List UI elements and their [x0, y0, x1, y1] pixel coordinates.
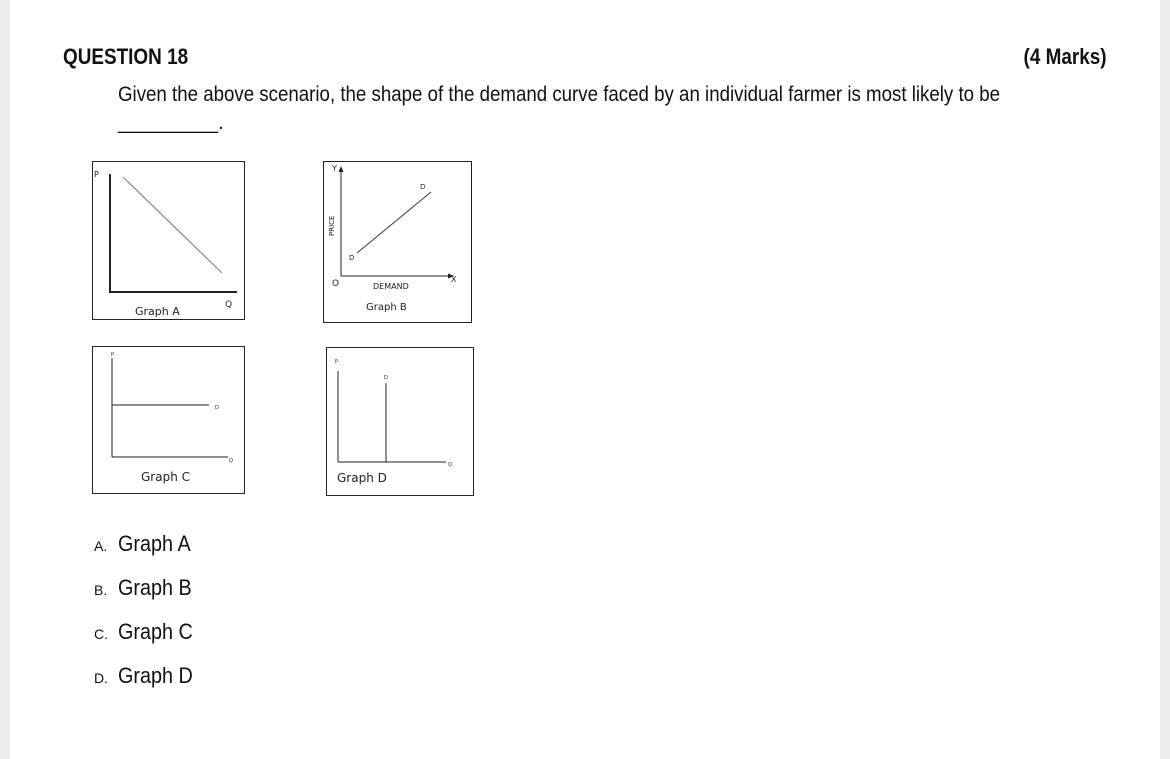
- graph-b-origin-label: O: [332, 279, 340, 289]
- graph-b-y-axis-label: Y: [332, 164, 337, 173]
- graph-a-x-axis-label: Q: [225, 300, 233, 310]
- graph-d-y-axis-label: P: [335, 359, 339, 365]
- graph-b-y-title: PRICE: [328, 215, 336, 236]
- graph-c: [92, 346, 245, 494]
- graph-b-curve-label-low: D: [349, 254, 355, 262]
- graph-c-x-axis-label: Q: [229, 458, 233, 464]
- graph-a-demand-curve: [123, 177, 222, 273]
- graph-b-label: Graph B: [366, 302, 407, 313]
- graph-c-label: Graph C: [141, 470, 191, 484]
- graph-b-x-axis-label: X: [451, 275, 457, 284]
- graph-d-curve-label: D: [384, 375, 388, 381]
- graph-c-curve-label: D: [215, 405, 219, 411]
- question-page: [10, 0, 1160, 759]
- question-marks: (4 Marks): [1023, 44, 1107, 69]
- option-c-text: Graph C: [118, 619, 193, 644]
- graph-a-label: Graph A: [135, 305, 180, 318]
- option-b-text: Graph B: [118, 575, 192, 600]
- graph-d-label: Graph D: [337, 471, 387, 485]
- page-edge-left: [0, 0, 10, 759]
- option-a[interactable]: [94, 531, 199, 557]
- graph-a: [92, 161, 245, 320]
- option-b[interactable]: [94, 575, 200, 601]
- graph-d: [326, 347, 474, 496]
- option-a-text: Graph A: [118, 531, 191, 556]
- answer-blank: _________.: [118, 112, 224, 134]
- graph-d-x-axis-label: Q: [448, 462, 452, 468]
- question-text: Given the above scenario, the shape of the demand curve faced by an individual farmer is most likely to be: [118, 83, 1001, 106]
- option-c[interactable]: [94, 619, 201, 645]
- option-d[interactable]: [94, 663, 201, 689]
- graph-c-y-axis-label: P: [111, 352, 115, 358]
- option-d-letter: D.: [94, 670, 108, 686]
- option-c-letter: C.: [94, 626, 108, 642]
- graph-b: [323, 161, 472, 323]
- page-edge-right: [1160, 0, 1170, 759]
- graph-b-x-title: DEMAND: [373, 282, 409, 291]
- question-title: QUESTION 18: [63, 44, 189, 69]
- graph-a-y-axis-label: P: [94, 170, 99, 179]
- option-a-letter: A.: [94, 538, 108, 554]
- option-d-text: Graph D: [118, 663, 193, 688]
- option-b-letter: B.: [94, 582, 108, 598]
- graph-b-curve-label-high: D: [420, 183, 426, 191]
- graph-b-demand-curve: [357, 192, 431, 253]
